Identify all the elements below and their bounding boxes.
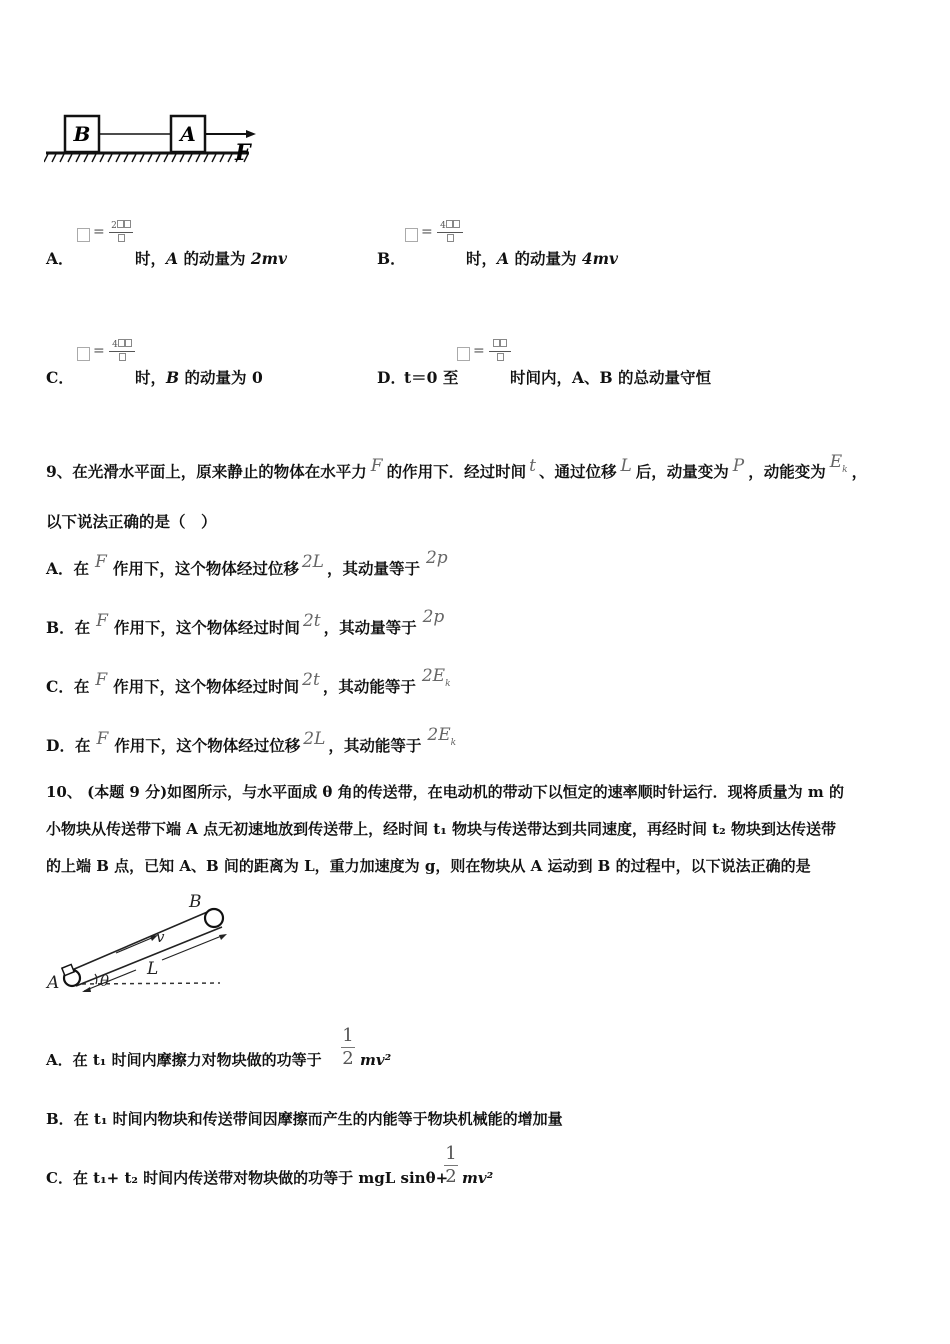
point-a-label: A bbox=[47, 973, 60, 993]
q9-option-a: A．在 F 作用下，这个物体经过位移 2L ，其动量等于2p bbox=[46, 548, 448, 578]
q8-option-d-text: 时间内，A、B 的总动量守恒 bbox=[510, 368, 712, 387]
q10-stem-line1: 10、 (本题 9 分)如图所示，与水平面成 θ 角的传送带，在电动机的带动下以恒定的速率顺时针运行．现将质量为 m 的 bbox=[46, 783, 844, 801]
force-label: F bbox=[235, 140, 251, 166]
q8-option-d-letter: D． bbox=[377, 368, 406, 387]
q9-option-c: C．在 F 作用下，这个物体经过时间 2t ，其动能等于$2E^k$ bbox=[46, 666, 451, 696]
q9-option-b: B．在 F 作用下，这个物体经过时间 2t ，其动量等于2p bbox=[46, 607, 445, 637]
q9-option-d: D．在 F 作用下，这个物体经过位移 2L ，其动能等于$2E^k$ bbox=[46, 725, 457, 755]
frac-den bbox=[109, 234, 133, 245]
q10-option-a-tail: mv² bbox=[360, 1051, 392, 1069]
q10-option-b: B．在 t₁ 时间内物块和传送带间因摩擦而产生的内能等于物块机械能的增加量 bbox=[46, 1110, 563, 1128]
q8-option-d-prefix: t＝0 至 bbox=[404, 368, 459, 387]
q8-option-a-letter: A． bbox=[46, 249, 74, 268]
q10-option-c-tail: mv² bbox=[462, 1169, 494, 1187]
q9-stem-line2: 以下说法正确的是（ ） bbox=[46, 512, 217, 531]
theta-label: θ bbox=[100, 972, 110, 990]
q8-option-b-text: 时，A 的动量为 4mv bbox=[466, 249, 619, 268]
q8-option-c-text: 时，B 的动量为 0 bbox=[135, 368, 263, 387]
q10-option-c-fraction: 1 2 bbox=[445, 1143, 457, 1187]
q10-option-c: C．在 t₁+ t₂ 时间内传送带对物块做的功等于 mgL sinθ+ bbox=[46, 1169, 449, 1187]
conveyor-figure bbox=[44, 890, 234, 1000]
q8-option-b-letter: B． bbox=[377, 249, 406, 268]
frac-num: 2 bbox=[109, 220, 133, 231]
length-label: L bbox=[147, 959, 159, 979]
q10-option-a-fraction: 1 2 bbox=[342, 1025, 354, 1069]
q10-option-a: A．在 t₁ 时间内摩擦力对物块做的功等于 bbox=[46, 1051, 322, 1069]
velocity-label: v bbox=[156, 928, 165, 946]
q9-stem: 9、在光滑水平面上，原来静止的物体在水平力 F 的作用下．经过时间 t 、通过位移 L 后，动量变为 P ，动能变为 $E^k$ ， bbox=[46, 452, 868, 481]
block-b-label: B bbox=[73, 122, 91, 146]
blocks-figure bbox=[44, 96, 264, 166]
formula-placeholder bbox=[77, 228, 90, 242]
q10-stem-line2: 小物块从传送带下端 A 点无初速地放到传送带上，经时间 t₁ 物块与传送带达到共同速度，再经时间 t₂ 物块到达传送带 bbox=[46, 820, 836, 838]
point-b-label: B bbox=[189, 892, 202, 912]
q8-option-c-letter: C． bbox=[46, 368, 74, 387]
q10-stem-line3: 的上端 B 点，已知 A、B 间的距离为 L，重力加速度为 g，则在物块从 A 运动到 B 的过程中，以下说法正确的是 bbox=[46, 857, 811, 875]
q8-option-a-text: 时，A 的动量为 2mv bbox=[135, 249, 288, 268]
block-a-label: A bbox=[180, 122, 196, 146]
